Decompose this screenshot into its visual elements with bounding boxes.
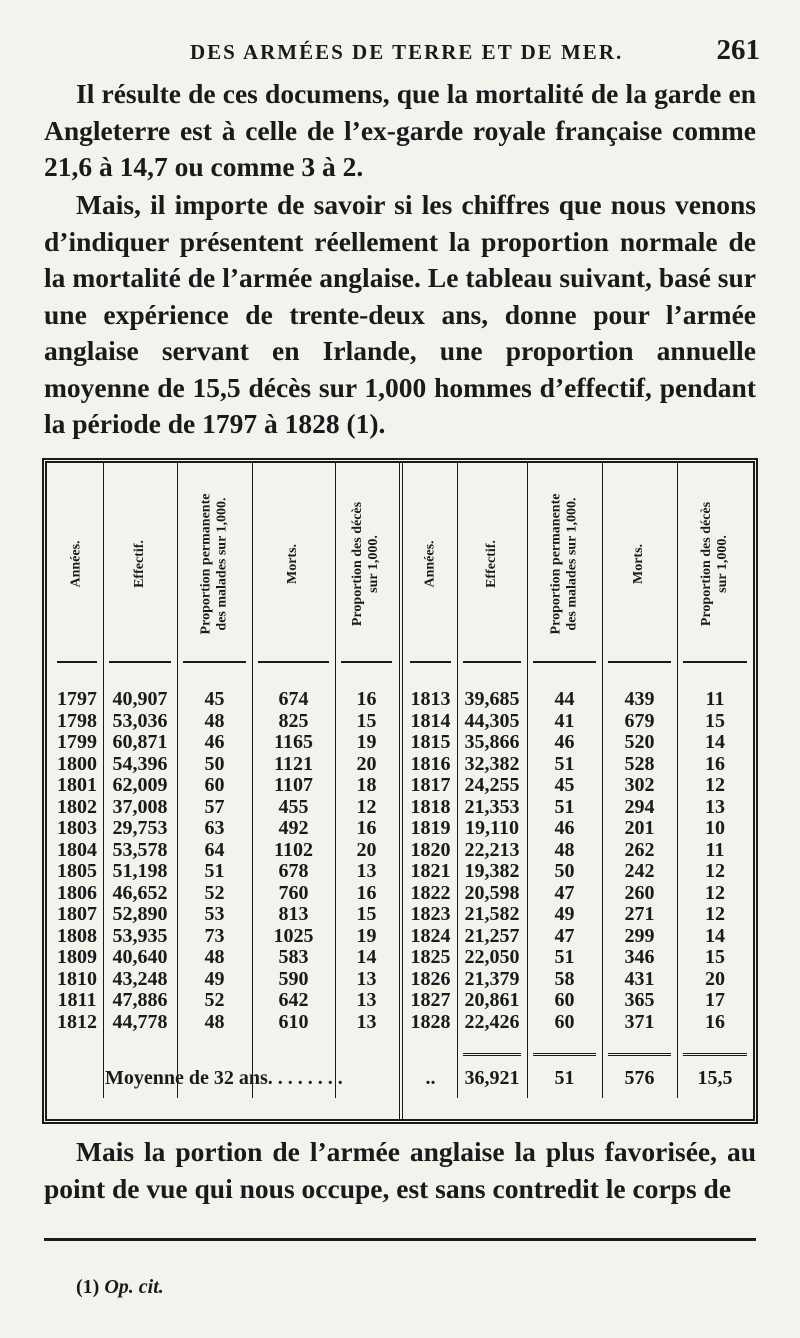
right-cell: 1822 <box>410 881 451 904</box>
column-header-label: Proportion permanente des malades sur 1,000. <box>548 493 580 635</box>
left-cell: 53 <box>204 903 225 925</box>
left-cell: 678 <box>278 860 309 882</box>
left-cell: 1025 <box>273 924 314 947</box>
right-cell: 47 <box>554 881 575 904</box>
left-cell: 52 <box>204 881 225 904</box>
left-cell: 16 <box>356 881 377 904</box>
left-cell: 1812 <box>57 1010 97 1033</box>
running-head <box>40 34 760 68</box>
left-cell: 813 <box>278 903 309 925</box>
left-cell: 1808 <box>57 924 97 947</box>
left-cell: 37,008 <box>112 795 168 818</box>
right-cell: 44 <box>554 688 575 710</box>
left-cell: 29,753 <box>112 817 168 839</box>
header-rule <box>341 661 392 663</box>
left-cell: 13 <box>356 967 377 990</box>
header-rule <box>463 661 521 663</box>
left-cell: 674 <box>278 688 309 710</box>
right-cell: 60 <box>554 1010 575 1033</box>
paragraph-3: Mais la portion de l’armée anglaise la plus favorisée, au point de vue qui nous occupe, est sans contredit le corps de <box>44 1136 756 1204</box>
right-cell: 20,861 <box>464 989 520 1011</box>
right-cell: 16 <box>705 752 725 775</box>
right-cell: 1815 <box>410 731 451 753</box>
right-cell: 1820 <box>410 838 451 861</box>
left-cell: 62,009 <box>112 774 168 796</box>
right-cell: 1828 <box>410 1010 451 1033</box>
right-cell: 35,866 <box>464 731 520 753</box>
left-cell: 1165 <box>274 731 313 753</box>
left-cell: 20 <box>356 838 377 861</box>
left-cell: 49 <box>204 967 225 990</box>
left-cell: 1800 <box>57 752 97 775</box>
right-cell: 17 <box>705 989 725 1011</box>
left-cell: 1809 <box>57 946 97 968</box>
footnote-rule <box>44 1238 756 1241</box>
right-cell: 20,598 <box>464 881 520 904</box>
right-cell: 22,426 <box>464 1010 520 1033</box>
right-cell: 302 <box>624 774 655 796</box>
column-header-label: Effectif. <box>132 540 147 588</box>
running-head-title: DES ARMÉES DE TERRE ET DE MER. <box>190 40 624 64</box>
left-cell: 43,248 <box>112 967 168 990</box>
right-cell: 431 <box>624 967 655 990</box>
summary-years: .. <box>425 1067 436 1089</box>
right-cell: 11 <box>705 838 725 861</box>
right-cell: 22,050 <box>464 946 520 968</box>
right-cell: 1813 <box>410 688 451 710</box>
right-cell: 1827 <box>410 989 451 1011</box>
right-cell: 58 <box>554 967 575 990</box>
column-header-label: Proportion des décès sur 1,000. <box>350 501 382 627</box>
right-cell: 299 <box>624 924 655 947</box>
left-cell: 48 <box>204 709 225 732</box>
column-header-label: Morts. <box>285 543 301 585</box>
column-header-label: Années. <box>69 540 84 588</box>
right-header-2 <box>527 469 602 659</box>
summary-deces: 15,5 <box>697 1067 733 1089</box>
header-rule <box>183 661 246 663</box>
left-cell: 40,640 <box>112 946 168 968</box>
left-cell: 44,778 <box>112 1010 168 1033</box>
left-cell: 54,396 <box>112 752 168 775</box>
left-cell: 51,198 <box>112 860 168 882</box>
right-cell: 51 <box>554 795 575 818</box>
right-cell: 242 <box>624 860 655 882</box>
left-cell: 19 <box>356 924 377 947</box>
left-cell: 642 <box>278 989 309 1011</box>
summary-malades: 51 <box>554 1067 575 1089</box>
paragraph-1: Il résulte de ces documens, que la mortalité de la garde en Angleterre est à celle de l’ex-garde royale française comme 21,6 à 14,7 ou comme 3 à 2. <box>44 78 756 182</box>
right-cell: 12 <box>705 903 725 925</box>
left-cell: 1807 <box>57 903 97 925</box>
left-cell: 64 <box>204 838 225 861</box>
right-cell: 14 <box>705 924 725 947</box>
summary-rule <box>683 1053 747 1056</box>
left-cell: 48 <box>204 946 225 968</box>
right-header-4 <box>677 469 753 659</box>
right-cell: 1817 <box>410 774 451 796</box>
right-cell: 47 <box>554 924 575 947</box>
right-cell: 20 <box>705 967 725 990</box>
mortality-table <box>42 458 758 1124</box>
left-cell: 19 <box>356 731 377 753</box>
right-header-1 <box>457 469 527 659</box>
right-cell: 15 <box>705 946 725 968</box>
left-cell: 60 <box>204 774 225 796</box>
column-header-label: Proportion des décès sur 1,000. <box>699 501 730 627</box>
right-cell: 22,213 <box>464 838 520 861</box>
summary-effectif: 36,921 <box>464 1067 520 1089</box>
left-cell: 1121 <box>274 752 313 775</box>
right-cell: 1816 <box>410 752 451 775</box>
right-cell: 679 <box>624 709 655 732</box>
right-cell: 346 <box>624 946 655 968</box>
left-cell: 60,871 <box>112 731 168 753</box>
right-cell: 45 <box>554 774 575 796</box>
right-cell: 260 <box>624 881 655 904</box>
left-cell: 825 <box>278 709 309 732</box>
left-cell: 51 <box>204 860 225 882</box>
right-cell: 10 <box>705 817 725 839</box>
header-rule <box>410 661 451 663</box>
left-cell: 73 <box>204 924 225 947</box>
left-cell: 16 <box>356 688 377 710</box>
right-cell: 1821 <box>410 860 451 882</box>
left-cell: 46 <box>204 731 225 753</box>
left-cell: 1799 <box>57 731 97 753</box>
header-rule <box>533 661 596 663</box>
left-cell: 14 <box>356 946 377 968</box>
right-cell: 39,685 <box>464 688 520 710</box>
right-cell: 201 <box>624 817 655 839</box>
right-cell: 44,305 <box>464 709 520 732</box>
left-cell: 13 <box>356 989 377 1011</box>
right-cell: 1814 <box>410 709 451 732</box>
right-cell: 1826 <box>410 967 451 990</box>
left-cell: 1798 <box>57 709 97 732</box>
right-cell: 439 <box>624 688 655 710</box>
left-cell: 20 <box>356 752 377 775</box>
right-cell: 19,382 <box>464 860 520 882</box>
left-cell: 1797 <box>57 688 97 710</box>
page-number: 261 <box>716 34 760 66</box>
left-cell: 1811 <box>57 989 97 1011</box>
left-cell: 760 <box>278 881 309 904</box>
left-cell: 57 <box>204 795 225 818</box>
left-cell: 1801 <box>57 774 97 796</box>
center-divider <box>399 463 403 1119</box>
right-cell: 12 <box>705 881 725 904</box>
left-cell: 610 <box>278 1010 309 1033</box>
summary-rule <box>608 1053 671 1056</box>
left-cell: 1810 <box>57 967 97 990</box>
right-cell: 51 <box>554 752 575 775</box>
left-cell: 48 <box>204 1010 225 1033</box>
column-header-label: Proportion permanente des malades sur 1,000. <box>198 493 230 635</box>
left-header-3 <box>252 469 335 659</box>
left-cell: 50 <box>204 752 225 775</box>
left-header-4 <box>335 469 398 659</box>
left-cell: 590 <box>278 967 309 990</box>
right-cell: 51 <box>554 946 575 968</box>
left-cell: 12 <box>356 795 377 818</box>
right-cell: 12 <box>705 774 725 796</box>
right-header-0 <box>404 469 457 659</box>
left-cell: 63 <box>204 817 225 839</box>
left-cell: 52 <box>204 989 225 1011</box>
right-cell: 520 <box>624 731 655 753</box>
right-cell: 1818 <box>410 795 451 818</box>
right-cell: 50 <box>554 860 575 882</box>
left-cell: 1803 <box>57 817 97 839</box>
left-header-1 <box>103 469 177 659</box>
right-cell: 15 <box>705 709 725 732</box>
footnote <box>76 1276 164 1299</box>
right-cell: 21,353 <box>464 795 520 818</box>
right-cell: 11 <box>705 688 725 710</box>
left-cell: 15 <box>356 709 377 732</box>
header-rule <box>109 661 171 663</box>
left-cell: 13 <box>356 1010 377 1033</box>
summary-morts: 576 <box>624 1067 655 1089</box>
left-cell: 16 <box>356 817 377 839</box>
left-cell: 583 <box>278 946 309 968</box>
left-cell: 15 <box>356 903 377 925</box>
left-header-2 <box>177 469 252 659</box>
right-cell: 1823 <box>410 903 451 925</box>
right-cell: 16 <box>705 1010 725 1033</box>
header-rule <box>683 661 747 663</box>
column-header-label: Morts. <box>631 543 647 585</box>
right-cell: 21,582 <box>464 903 520 925</box>
right-cell: 365 <box>624 989 655 1011</box>
left-cell: 18 <box>356 774 377 796</box>
left-cell: 52,890 <box>112 903 168 925</box>
right-cell: 21,379 <box>464 967 520 990</box>
right-header-3 <box>602 469 677 659</box>
header-rule <box>608 661 671 663</box>
left-cell: 47,886 <box>112 989 168 1011</box>
right-cell: 371 <box>624 1010 655 1033</box>
header-rule <box>57 661 97 663</box>
left-cell: 53,935 <box>112 924 168 947</box>
left-cell: 1802 <box>57 795 97 818</box>
left-cell: 1804 <box>57 838 97 861</box>
left-cell: 492 <box>278 817 309 839</box>
right-cell: 1825 <box>410 946 451 968</box>
column-header-label: Effectif. <box>484 540 499 588</box>
left-cell: 455 <box>278 795 309 818</box>
left-cell: 53,036 <box>112 709 168 732</box>
right-cell: 19,110 <box>465 817 519 839</box>
right-cell: 46 <box>554 731 575 753</box>
left-cell: 1102 <box>274 838 313 861</box>
left-cell: 1107 <box>274 774 313 796</box>
left-cell: 53,578 <box>112 838 168 861</box>
right-cell: 1819 <box>410 817 451 839</box>
right-cell: 1824 <box>410 924 451 947</box>
left-cell: 1805 <box>57 860 97 882</box>
left-cell: 1806 <box>57 881 97 904</box>
column-header-label: Années. <box>422 540 438 588</box>
right-cell: 24,255 <box>464 774 520 796</box>
right-cell: 294 <box>624 795 655 818</box>
paragraph-2: Mais, il importe de savoir si les chiffres que nous venons d’indiquer présentent réellement la proportion normale de la mortalité de l’armée anglaise. Le tableau suivant, basé sur une expérience de trente-deux ans, donne pour l’armée anglaise servant en Irlande, une proportion annuelle moyenne de 15,5 décès sur 1,000 hommes d’effectif, pendant la période de 1797 à 1828 (1). <box>44 189 756 439</box>
right-cell: 48 <box>554 838 575 861</box>
summary-rule <box>533 1053 596 1056</box>
right-cell: 271 <box>624 903 655 925</box>
summary-rule <box>463 1053 521 1056</box>
right-cell: 12 <box>705 860 725 882</box>
header-rule <box>258 661 329 663</box>
left-cell: 13 <box>356 860 377 882</box>
right-cell: 528 <box>624 752 655 775</box>
left-header-0 <box>51 469 103 659</box>
right-cell: 46 <box>554 817 575 839</box>
summary-label: Moyenne de 32 ans. . . . . . . . <box>105 1067 343 1089</box>
right-cell: 32,382 <box>464 752 520 775</box>
right-cell: 60 <box>554 989 575 1011</box>
left-cell: 40,907 <box>112 688 168 710</box>
right-cell: 262 <box>624 838 655 861</box>
right-cell: 41 <box>554 709 575 732</box>
right-cell: 49 <box>554 903 575 925</box>
right-cell: 21,257 <box>464 924 520 947</box>
right-cell: 14 <box>705 731 725 753</box>
footnote-marker: (1) <box>76 1276 100 1298</box>
footnote-text: Op. cit. <box>104 1276 164 1298</box>
right-cell: 13 <box>705 795 725 818</box>
left-cell: 45 <box>204 688 225 710</box>
left-cell: 46,652 <box>112 881 168 904</box>
